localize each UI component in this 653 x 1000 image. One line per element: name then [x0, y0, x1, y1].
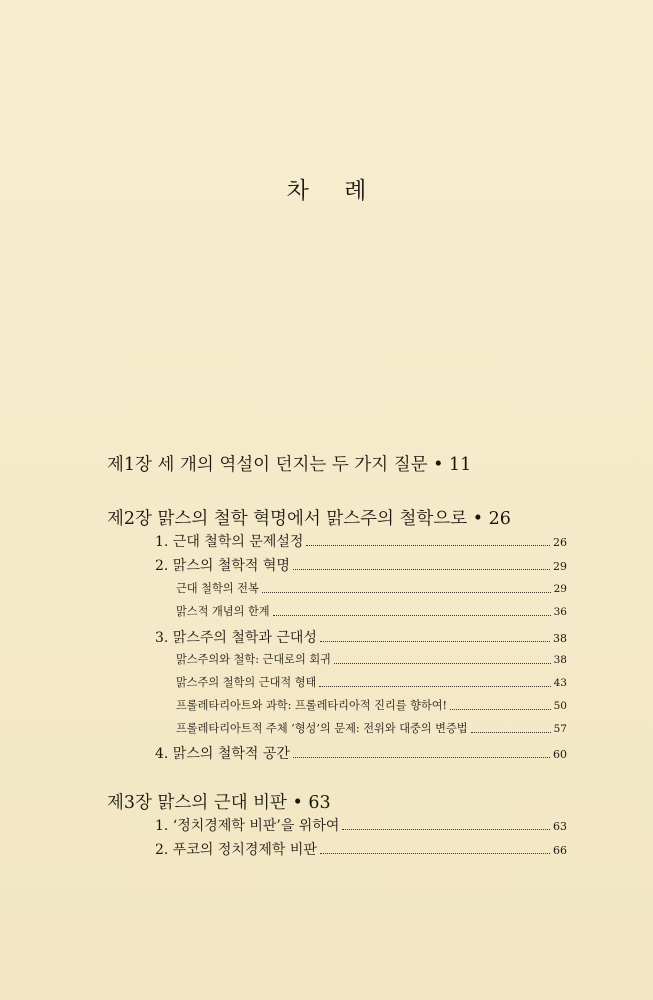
toc-entry [155, 839, 567, 859]
toc-entry-label: 맑스주의 철학의 근대적 형태 [176, 676, 317, 689]
toc-entry [155, 815, 567, 835]
toc-entry-page: 63 [553, 820, 567, 833]
toc-entry-label: 2. 맑스의 철학적 혁명 [155, 558, 290, 574]
toc-entry-page: 29 [553, 560, 567, 573]
toc-entry-label: 4. 맑스의 철학적 공간 [155, 746, 290, 762]
toc-entry-label: 1. ‘정치경제학 비판’을 위하여 [155, 818, 340, 834]
toc-entry-label: 프롤레타리아트적 주체 ‘형성’의 문제: 전위와 대중의 변증법 [176, 722, 468, 735]
toc-entry-page: 50 [553, 700, 567, 712]
toc-subentry [176, 720, 567, 736]
dot-leader [319, 686, 550, 687]
toc-subentry [176, 697, 567, 713]
dot-leader [306, 545, 550, 546]
toc-entry [155, 627, 567, 647]
toc-entry [155, 743, 567, 763]
toc-entry-page: 43 [553, 677, 567, 689]
chapter-2-heading: 제2장 맑스의 철학 혁명에서 맑스주의 철학으로 • 26 [107, 509, 511, 529]
toc-entry-page: 57 [553, 723, 567, 735]
toc-title: 차 례 [286, 178, 381, 204]
chapter-3-heading: 제3장 맑스의 근대 비판 • 63 [107, 793, 331, 813]
dot-leader [334, 663, 551, 664]
dot-leader [273, 615, 551, 616]
toc-entry-page: 66 [553, 844, 567, 857]
toc-subentry [176, 674, 567, 690]
dot-leader [320, 641, 550, 642]
toc-entry-label: 1. 근대 철학의 문제설정 [155, 534, 304, 550]
toc-entry [155, 555, 567, 575]
toc-entry-page: 29 [553, 583, 567, 595]
toc-entry-label: 맑스적 개념의 한계 [176, 605, 270, 618]
dot-leader [342, 829, 550, 830]
chapter-1-heading: 제1장 세 개의 역설이 던지는 두 가지 질문 • 11 [107, 455, 472, 475]
toc-entry-label: 프롤레타리아트와 과학: 프롤레타리아적 진리를 향하여! [176, 699, 448, 712]
toc-entry-page: 38 [553, 632, 567, 645]
dot-leader [293, 569, 550, 570]
toc-entry-label: 3. 맑스주의 철학과 근대성 [155, 630, 317, 646]
dot-leader [262, 592, 551, 593]
toc-entry-label: 근대 철학의 전복 [176, 582, 259, 595]
toc-subentry [176, 580, 567, 596]
dot-leader [320, 853, 550, 854]
toc-entry [155, 531, 567, 551]
toc-entry-label: 맑스주의와 철학: 근대로의 회귀 [176, 653, 331, 666]
dot-leader [450, 709, 551, 710]
toc-entry-label: 2. 푸코의 정치경제학 비판 [155, 842, 317, 858]
toc-subentry [176, 603, 567, 619]
toc-subentry [176, 651, 567, 667]
toc-entry-page: 36 [553, 606, 567, 618]
dot-leader [293, 757, 550, 758]
toc-entry-page: 38 [553, 654, 567, 666]
toc-entry-page: 60 [553, 748, 567, 761]
toc-entry-page: 26 [553, 536, 567, 549]
dot-leader [471, 732, 551, 733]
